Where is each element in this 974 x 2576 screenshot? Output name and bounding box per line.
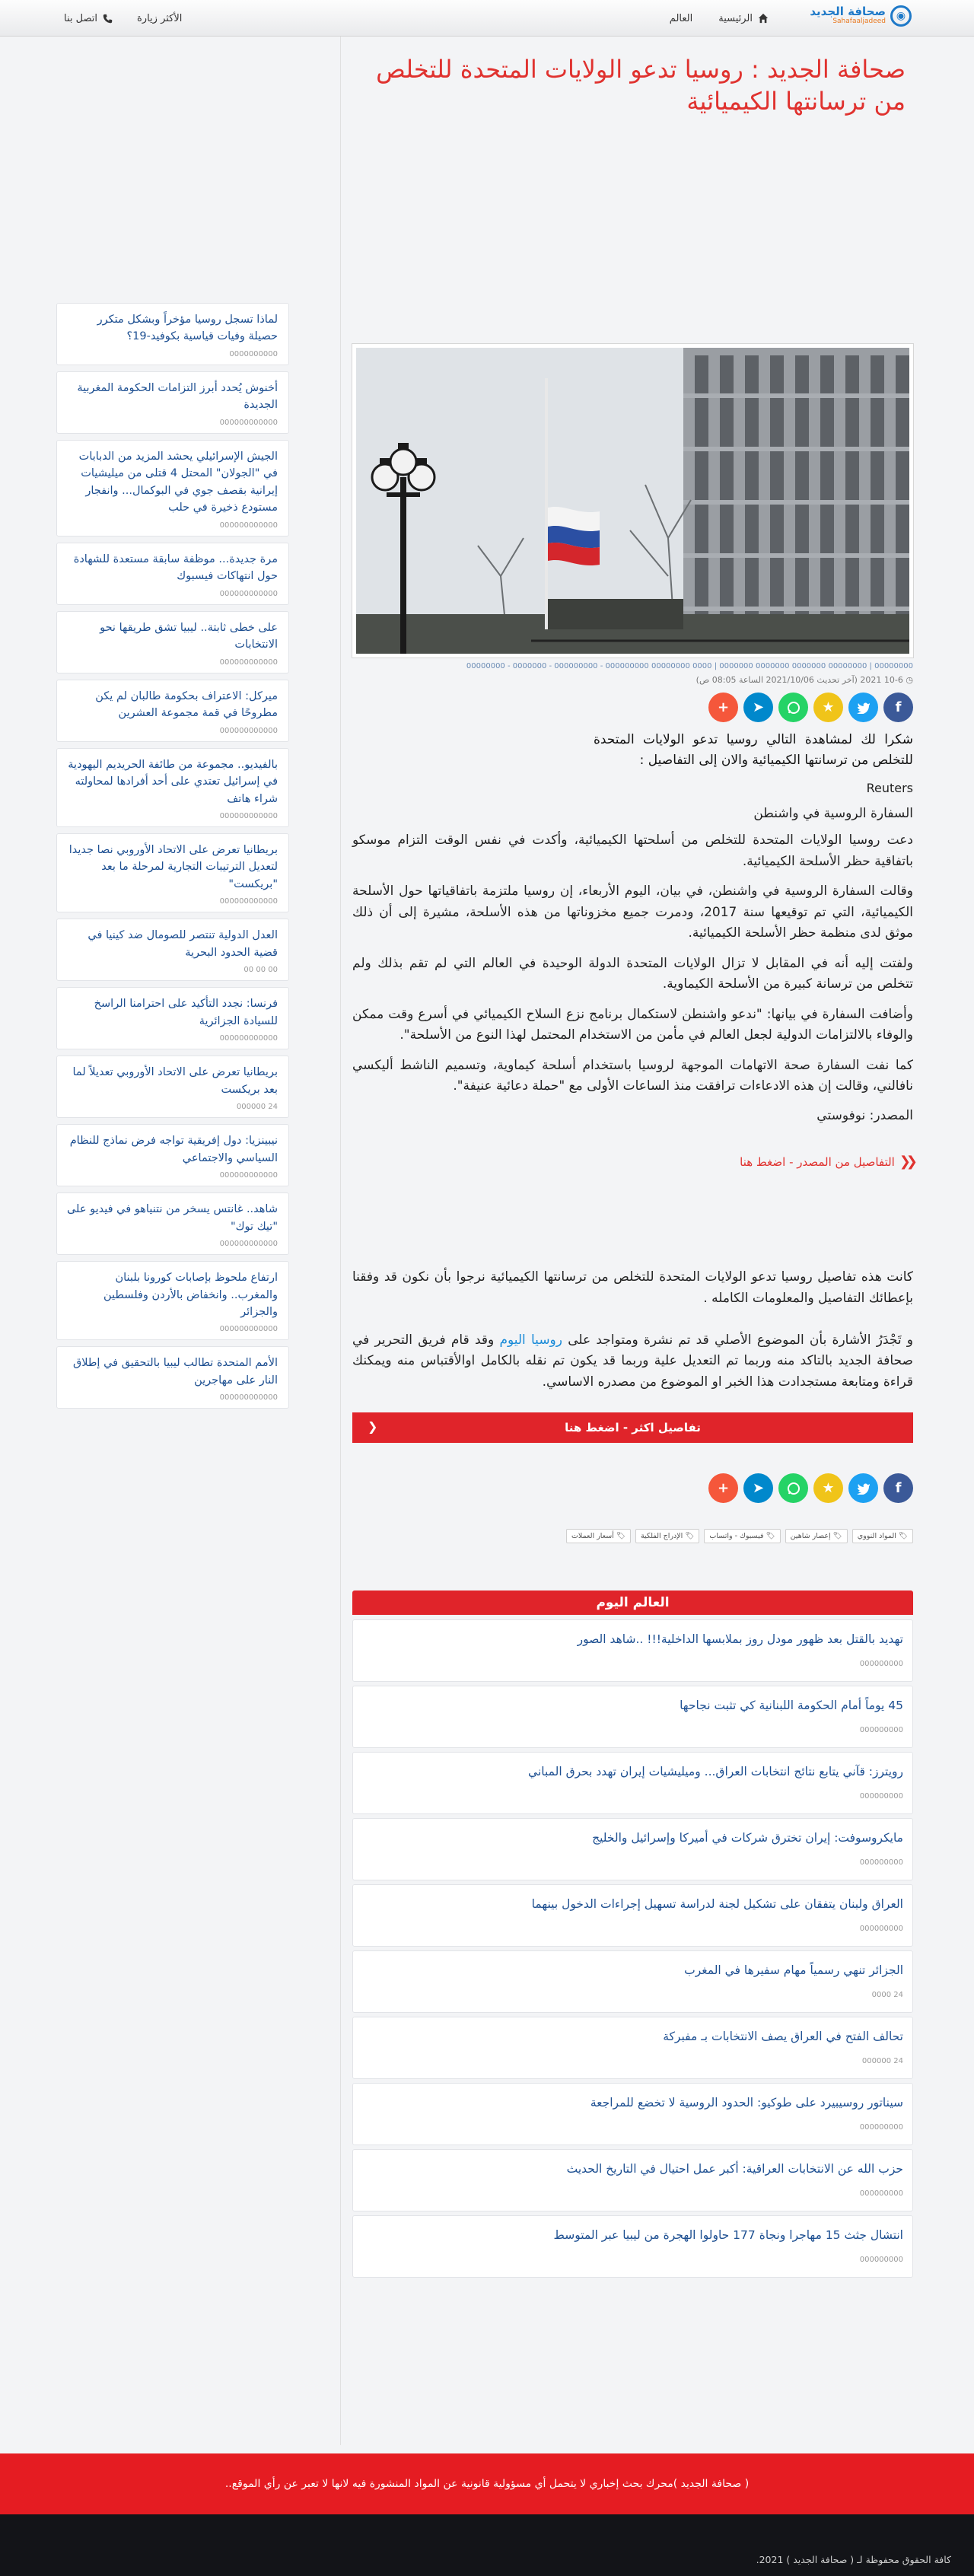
share-more-button[interactable]: + [708,693,738,722]
sidebar-news-title: فرنسا: نجدد التأكيد على احترامنا الراسخ للسيادة الجزائرية [94,998,278,1027]
nav-home[interactable] [718,13,769,24]
tag-label: فيسبوك - واتساب [709,1532,764,1541]
sidebar-related-news [56,303,289,1415]
sidebar-news-item[interactable] [56,1056,289,1118]
article-intro: شكرا لك لمشاهدة التالي روسيا تدعو الولايات المتحدة للتخلص من ترسانتها الكيميائية والان إلى التفاصيل : [594,732,913,768]
tag-icon: 🏷 [896,1532,908,1541]
article-image[interactable] [352,344,913,658]
world-news-date: 000000000 [859,1660,903,1669]
share-twitter-button[interactable] [848,693,878,722]
tag-chip[interactable] [704,1529,780,1543]
sidebar-news-date: 000000000000 [219,418,278,427]
footer-disclaimer: ( صحافة الجديد )محرك بحث إخباري لا يتحمل أي مسؤولية قانونية عن المواد المنشورة فيه لانها لا تعبر عن رأي الموقع.. [0,2453,974,2514]
sidebar-news-item[interactable] [56,440,289,537]
sidebar-news-item[interactable] [56,748,289,827]
top-navbar [0,0,974,37]
tag-label: المواد النووي [857,1532,896,1541]
world-news-date: 000000000 [859,1925,903,1934]
more-details-button[interactable] [352,1412,913,1443]
sidebar-news-date: 000000000000 [219,726,278,735]
sidebar-news-title: نيبينزيا: دول إفريقية تواجه فرض نماذج للنظام السياسي والاجتماعي [69,1135,278,1164]
main-nav [670,0,769,37]
nav-contact-label: اتصل بنا [64,12,97,24]
sidebar-news-title: ارتفاع ملحوظ بإصابات كورونا بلبنان والمغرب.. وانخفاض بالأردن وفلسطين والجزائر [103,1272,278,1318]
world-news-item[interactable] [352,2083,913,2145]
article-source: المصدر: نوفوستي [816,1108,913,1123]
sidebar-news-date: 000000000000 [219,1240,278,1249]
sidebar-news-title: بريطانيا تعرض على الاتحاد الأوروبي نصا جديدا لتعديل الترتيبات التجارية لمرحلة ما بعد "بريكست" [68,843,278,890]
tag-label: إعصار شاهين [790,1532,831,1541]
sidebar-news-title: على خطى ثابتة.. ليبيا تشق طريقها نحو الانتخابات [100,621,278,651]
world-news-item[interactable] [352,1884,913,1947]
world-news-title: انتشال جثث 15 مهاجرا ونجاة 177 حاولوا الهجرة من ليبيا عبر المتوسط [553,2228,903,2243]
sidebar-news-item[interactable] [56,1346,289,1409]
sidebar-news-date: 000000000000 [219,1393,278,1403]
world-news-item[interactable] [352,1950,913,2013]
tag-label: الإدراج الفلكية [640,1532,683,1541]
article-paragraph: ولفتت إليه أنه في المقابل لا تزال الولايات المتحدة الدولة الوحيدة في العالم التي لم تقم بذلك ولم تتخلص من ترسانة كبيرة من الأسلحة الكيماوية. [352,955,913,992]
sidebar-news-title: ميركل: الاعتراف بحكومة طالبان لم يكن مطروحًا في قمة مجموعة العشرين [95,689,278,720]
embassy-photo [356,348,909,654]
sidebar-news-title: مرة جديدة... موظفة سابقة مستعدة للشهادة حول انتهاكات فيسبوك [73,552,278,583]
logo-subtitle: Sahafaaljadeed [832,18,886,26]
sidebar-news-item[interactable] [56,543,289,605]
sidebar-news-date: 000000000000 [219,811,278,820]
sidebar-news-item[interactable] [56,1192,289,1255]
share-favorite-button[interactable]: ★ [813,1473,843,1503]
share-telegram-button[interactable]: ➤ [743,693,773,722]
sidebar-news-item[interactable] [56,833,289,912]
secondary-nav [64,0,182,37]
nav-contact[interactable] [64,13,113,24]
world-news-item[interactable] [352,2215,913,2278]
sidebar-news-title: بريطانيا تعرض على الاتحاد الأوروبي تعديلاً لما بعد بريكست [72,1066,278,1096]
sidebar-news-date: 000000000000 [219,658,278,667]
sidebar-news-title: شاهد.. غانتس يسخر من نتنياهو في فيديو على "تيك توك" [66,1203,278,1233]
share-telegram-button[interactable]: ➤ [743,1473,773,1503]
world-news-item[interactable] [352,1619,913,1682]
column-divider [340,37,341,2445]
logo-title: صحافة الجديد [810,5,886,19]
world-news-title: حزب الله عن الانتخابات العراقية: أكبر عمل احتيال في التاريخ الحديث [566,2162,903,2176]
footnote-summary: كانت هذه تفاصيل روسيا تدعو الولايات المتحدة للتخلص من ترسانتها الكيميائية نرجوا بأن نكون قد وفقنا بإعطائك التفاصيل والمعلومات الكامله . [352,1269,913,1306]
share-whatsapp-button[interactable] [778,693,808,722]
home-icon [758,13,769,24]
source-details-label: التفاصيل من المصدر - اضغط هنا [740,1154,895,1169]
world-news-date: 000000000 [859,2189,903,2199]
nav-home-label: الرئيسية [718,12,753,24]
sidebar-news-date: 00 00 00 [244,966,278,975]
whatsapp-icon [786,700,801,715]
sidebar-news-item[interactable] [56,680,289,742]
world-news-title: 45 يوماً أمام الحكومة اللبنانية كي تثبت نجاحها [680,1699,903,1713]
more-details-label: تفاصيل اكثر - اضغط هنا [565,1421,701,1435]
sidebar-news-date: 000000000000 [219,521,278,530]
sidebar-news-title: لماذا تسجل روسيا مؤخراً وبشكل متكرر حصيلة وفيات قياسية بكوفيد-19؟ [97,314,278,343]
sidebar-news-item[interactable] [56,611,289,673]
world-news-date: 24 0000 [871,1991,903,2000]
world-today-heading: العالم اليوم [352,1590,913,1615]
article-paragraph: وقالت السفارة الروسية في واشنطن، في بيان، اليوم الأربعاء، إن روسيا ملتزمة باتفاقياتها حول الأسلحة الكيميائية، التي تم توقيعها سنة 2017، ودمرت جميع مخزوناتها من هذه الأسلحة، مشيرة إلى أن ذلك موثق لدى منظمة حظر الأسلحة الكيميائية. [352,884,913,941]
sidebar-news-date: 000000000000 [219,1034,278,1043]
sidebar-news-item[interactable] [56,1261,289,1340]
share-facebook-button[interactable]: f [883,693,913,722]
twitter-icon [857,702,871,714]
world-news-date: 000000000 [859,2123,903,2132]
world-news-title: رويترز: قآني يتابع نتائج انتخابات العراق... وميليشيات إيران تهدد بحرق المباني [528,1765,903,1779]
world-news-date: 000000000 [859,1726,903,1735]
world-news-title: الجزائر تنهي رسمياً مهام سفيرها في المغرب [684,1963,903,1978]
world-news-item[interactable] [352,1818,913,1880]
twitter-icon [857,1482,871,1495]
sidebar-news-title: الأمم المتحدة تطالب ليبيا بالتحقيق في إطلاق النار على مهاجرين [72,1357,278,1387]
source-agency: Reuters [866,781,913,796]
world-news-item[interactable] [352,1752,913,1814]
chevron-left-icon: ❮ [368,1419,378,1434]
sidebar-news-item[interactable] [56,371,289,434]
share-more-button[interactable]: + [708,1473,738,1503]
tag-icon: 🏷 [613,1532,625,1541]
world-news-title: تحالف الفتح في العراق يصف الانتخابات بـ مفبركة [663,2030,903,2044]
world-news-item[interactable] [352,2149,913,2211]
double-chevron-icon: ❮❮ [899,1154,913,1170]
sidebar-news-item[interactable] [56,303,289,365]
tag-icon: 🏷 [763,1532,775,1541]
article-column [352,37,913,2281]
world-news-date: 000000000 [859,2256,903,2265]
tag-chip[interactable] [635,1529,699,1543]
phone-icon [103,14,113,24]
article-meta [352,675,913,685]
share-whatsapp-button[interactable] [778,1473,808,1503]
whatsapp-icon [786,1481,801,1496]
clock-icon: ◷ [906,675,913,686]
article-date: 10-6 2021 (آخر تحديث 2021/10/06 الساعة 08:05 ص) [695,675,903,686]
world-news-title: تهديد بالقتل بعد ظهور مودل روز بملابسها الداخلية!!! ..شاهد الصور [577,1632,903,1647]
article-paragraph: كما نفت السفارة صحة الاتهامات الموجهة لروسيا باستخدام أسلحة كيماوية، وتسميم الناشط أليكسي نافالني، وقالت إن هذه الادعاءات ترافقت منذ الساعات الأولى مع "حملة دعائية عنيفة". [352,1057,913,1094]
world-news-date: 000000000 [859,1858,903,1868]
sidebar-news-date: 0000000000 [229,349,278,358]
tag-label: أسعار العملات [571,1532,614,1541]
article-title: صحافة الجديد : روسيا تدعو الولايات المتحدة للتخلص من ترسانتها الكيميائية [376,55,906,116]
tag-chip[interactable] [852,1529,913,1543]
sidebar-news-date: 24 000000 [236,1103,278,1112]
world-news-title: سيناتور روسيبيرد على طوكيو: الحدود الروسية لا تخضع للمراجعة [590,2096,903,2110]
logo-icon: ◉ [890,5,912,27]
article-footnote [352,1267,913,1393]
source-details-link[interactable] [352,1154,913,1170]
share-favorite-button[interactable]: ★ [813,693,843,722]
sidebar-news-title: أخنوش يُحدد أبرز التزامات الحكومة المغربية الجديدة [77,381,278,412]
footnote-editorial: وقد قام فريق التحرير في صحافة الجديد بالتاكد منه وربما تم التعديل علية وربما قد يكون تم نقله بالكامل اوالأقتباس منه ويمكنك قراءة ومتابعة مستجدادت هذا الخبر او الموضوع من مصدره الاساسي. [352,1332,913,1390]
world-news-title: العراق ولبنان يتفقان على تشكيل لجنة لدراسة تسهيل إجراءات الدخول بينهما [531,1897,903,1912]
sidebar-news-title: الجيش الإسرائيلي يحشد المزيد من الدبابات في "الجولان" المحتل 4 قتلى من ميليشيات إيرانية بقصف جوي في البوكمال... وانفجار مستودع ذخيرة في حلب [78,450,278,514]
footer-copyright: كافة الحقوق محفوظة لـ ( صحافة الجديد ) 2021. [756,2554,951,2565]
share-facebook-button[interactable]: f [883,1473,913,1503]
tag-icon: 🏷 [830,1532,842,1541]
tag-list [352,1529,913,1543]
tag-icon: 🏷 [683,1532,695,1541]
share-twitter-button[interactable] [848,1473,878,1503]
world-news-item[interactable] [352,2017,913,2079]
sidebar-news-item[interactable] [56,987,289,1049]
sidebar-news-date: 000000000000 [219,589,278,598]
sidebar-news-date: 000000000000 [219,1325,278,1334]
sidebar-news-title: بالفيديو.. مجموعة من طائفة الحريديم اليهودية في إسرائيل تعتدي على أحد أفرادها لمحاولته شراء هاتف [68,758,278,805]
sidebar-news-item[interactable] [56,1124,289,1186]
share-bar-top [352,693,913,722]
footnote-origin: و تَجْدَرُ الأشارة بأن الموضوع الأصلي قد تم نشرة ومتواجد على [568,1332,914,1348]
origin-source-link[interactable]: روسيا اليوم [499,1332,562,1348]
nav-most-visited[interactable]: الأكثر زيارة [136,12,183,24]
site-logo[interactable] [810,5,912,27]
world-news-item[interactable] [352,1686,913,1748]
article-subhead: السفارة الروسية في واشنطن [753,806,913,822]
sidebar-news-item[interactable] [56,919,289,981]
sidebar-news-date: 000000000000 [219,897,278,906]
share-bar-bottom [352,1473,913,1503]
article-paragraph: دعت روسيا الولايات المتحدة للتخلص من أسلحتها الكيميائية، وأكدت في نفس الوقت التزام موسكو باتفاقية حظر الأسلحة الكيميائية. [352,833,913,869]
world-news-date: 000000000 [859,1792,903,1801]
world-news-title: مايكروسوفت: إيران تخترق شركات في أميركا وإسرائيل والخليج [592,1831,903,1845]
article-paragraph: وأضافت السفارة في بيانها: "ندعو واشنطن لاستكمال برنامج نزع السلاح الكيميائي في أسرع وقت ممكن والوفاء بالالتزامات الدولية لجعل العالم في مأمن من الاستخدام المحتمل لهذا النوع من الأسلحة". [352,1006,913,1043]
nav-world[interactable]: العالم [669,12,693,24]
sidebar-news-date: 000000000000 [219,1171,278,1180]
world-today-list [352,1619,913,2278]
world-news-date: 24 000000 [861,2057,903,2066]
tag-chip[interactable] [566,1529,631,1543]
sidebar-news-title: العدل الدولية تنتصر للصومال ضد كينيا في قضية الحدود البحرية [88,929,278,959]
image-caption: 00000000 | 00000000 0000000 0000000 0000000 | 0000 00000000 000000000 - 000000000 - 0000000 - 00000000 [466,662,913,671]
footer-bottom [0,2514,974,2576]
tag-chip[interactable] [785,1529,848,1543]
